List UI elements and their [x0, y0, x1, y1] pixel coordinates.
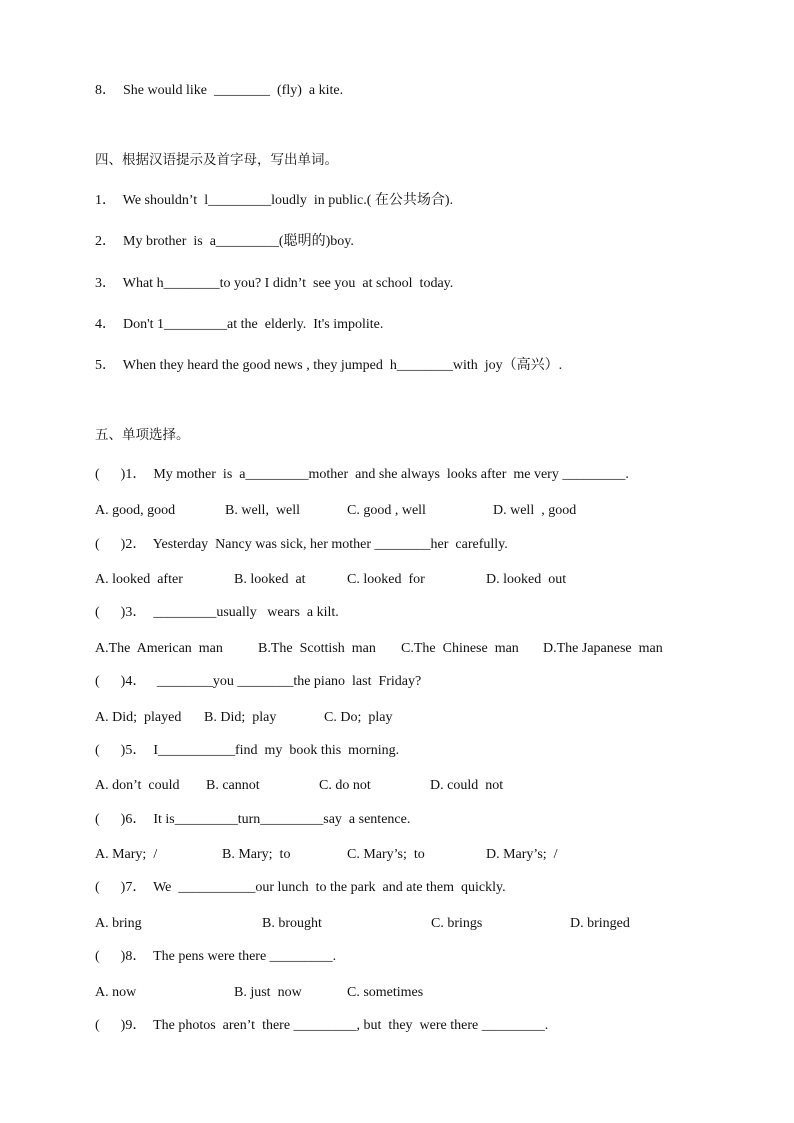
mc-q6-option-b: B. Mary; to	[222, 847, 291, 862]
mc-q7-option-b: B. brought	[262, 916, 322, 931]
mc-q7-option-d: D. bringed	[570, 916, 630, 931]
mc-question-2: ( )2． Yesterday Nancy was sick, her mother ________her carefully.	[95, 537, 508, 552]
mc-question-3: ( )3． _________usually wears a kilt.	[95, 605, 339, 620]
mc-q8-option-b: B. just now	[234, 985, 302, 1000]
mc-question-7: ( )7． We ___________our lunch to the park and ate them quickly.	[95, 880, 506, 895]
mc-q8-option-c: C. sometimes	[347, 985, 424, 1000]
mc-q3-option-c: C.The Chinese man	[401, 641, 519, 656]
mc-q7-option-a: A. bring	[95, 916, 142, 931]
mc-q2-option-b: B. looked at	[234, 572, 306, 587]
mc-q6-option-a: A. Mary; /	[95, 847, 158, 862]
question-8-fill-blank: 8． She would like ________ (fly) a kite.	[95, 83, 344, 98]
section-4-item-4: 4． Don't 1_________at the elderly. It's impolite.	[95, 317, 384, 332]
section-4-item-1: 1． We shouldn’t l_________loudly in public.( 在公共场合).	[95, 193, 454, 208]
mc-q2-option-c: C. looked for	[347, 572, 425, 587]
mc-q5-option-c: C. do not	[319, 778, 371, 793]
mc-q1-option-b: B. well, well	[225, 503, 301, 518]
mc-q1-option-c: C. good , well	[347, 503, 426, 518]
mc-q7-option-c: C. brings	[431, 916, 483, 931]
mc-question-1: ( )1． My mother is a_________mother and she always looks after me very _________.	[95, 467, 629, 482]
mc-q8-option-a: A. now	[95, 985, 137, 1000]
mc-q5-option-b: B. cannot	[206, 778, 260, 793]
mc-q3-option-a: A.The American man	[95, 641, 223, 656]
section-5-heading: 五、单项选择。	[95, 427, 190, 443]
section-4-heading: 四、根据汉语提示及首字母，写出单词。	[95, 152, 338, 168]
mc-q4-option-a: A. Did; played	[95, 710, 182, 725]
mc-q5-option-d: D. could not	[430, 778, 504, 793]
mc-q4-option-b: B. Did; play	[204, 710, 277, 725]
section-4-item-5: 5． When they heard the good news , they jumped h________with joy（高兴）.	[95, 358, 563, 373]
mc-q2-option-a: A. looked after	[95, 572, 183, 587]
mc-question-4: ( )4． ________you ________the piano last Friday?	[95, 674, 422, 689]
mc-question-8: ( )8． The pens were there _________.	[95, 949, 337, 964]
mc-q6-option-d: D. Mary’s; /	[486, 847, 558, 862]
mc-q3-option-d: D.The Japanese man	[543, 641, 663, 656]
section-4-item-3: 3． What h________to you? I didn’t see you at school today.	[95, 276, 454, 291]
mc-q3-option-b: B.The Scottish man	[258, 641, 376, 656]
mc-q1-option-a: A. good, good	[95, 503, 176, 518]
mc-q6-option-c: C. Mary’s; to	[347, 847, 425, 862]
mc-question-5: ( )5． I___________find my book this morning.	[95, 743, 400, 758]
mc-question-9: ( )9． The photos aren’t there _________, but they were there _________.	[95, 1018, 549, 1033]
section-4-item-2: 2． My brother is a_________(聪明的)boy.	[95, 234, 354, 249]
mc-q4-option-c: C. Do; play	[324, 710, 393, 725]
mc-q2-option-d: D. looked out	[486, 572, 567, 587]
mc-q1-option-d: D. well , good	[493, 503, 577, 518]
mc-q5-option-a: A. don’t could	[95, 778, 180, 793]
mc-question-6: ( )6． It is_________turn_________say a sentence.	[95, 812, 411, 827]
